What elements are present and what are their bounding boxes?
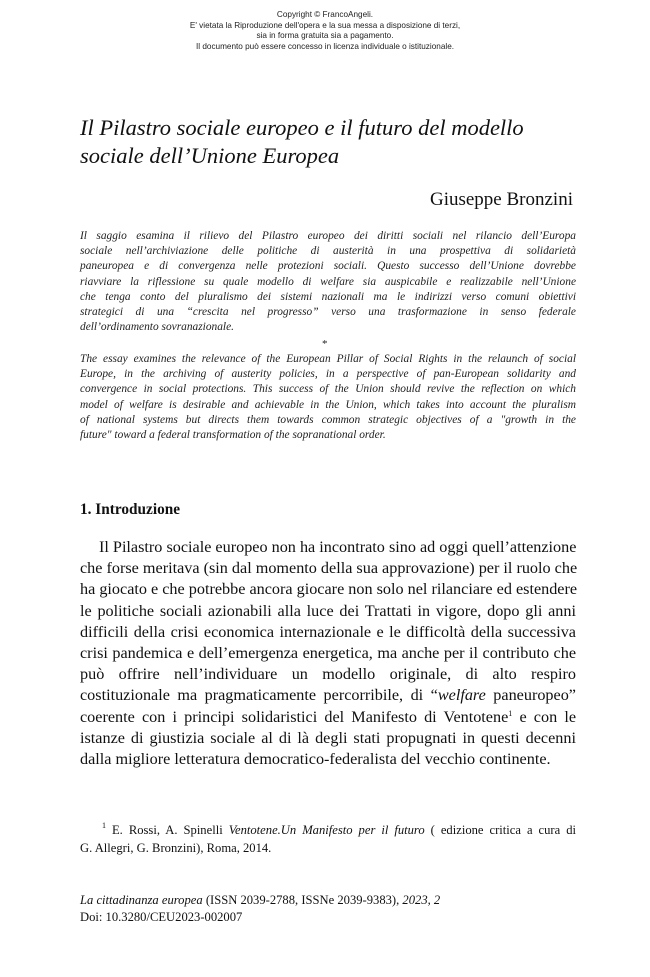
body-line <box>80 685 576 706</box>
abstract-line: convergence in social protections. This success of the Union should revive the reflection on which <box>80 383 576 396</box>
body-italic-term: welfare <box>437 686 486 705</box>
body-text: costituzionale ma pragmaticamente percorribile, di “ <box>80 686 438 705</box>
abstract-english <box>80 352 576 443</box>
abstract-line: Europe, in the archiving of austerity policies, in a perspective of pan-European solidarity and <box>80 368 576 381</box>
abstract-line: strategici di una “crescita nel progresso” verso una trasformazione in senso federale <box>80 306 576 319</box>
body-line: Il Pilastro sociale europeo non ha incontrato sino ad oggi quell’attenzione <box>99 538 577 556</box>
copyright-line: sia in forma gratuita sia a pagamento. <box>256 31 394 41</box>
abstract-line: The essay examines the relevance of the European Pillar of Social Rights in the relaunch of social <box>80 353 576 365</box>
author-name: Giuseppe Bronzini <box>429 189 573 210</box>
body-line: istanze di giustizia sociale al di là degli stati propugnati in questi decenni <box>80 728 576 747</box>
body-line <box>80 707 576 728</box>
abstract-separator: * <box>322 338 328 350</box>
footnote-title: Ventotene.Un Manifesto per il futuro <box>228 823 425 837</box>
abstract-line: of national systems but directs them towards common strategic objectives of a "growth in the <box>80 413 576 426</box>
doi: Doi: 10.3280/CEU2023-002007 <box>80 909 243 924</box>
body-line: crisi pandemica e dell’emergenza energetica, ma anche per il contributo che <box>80 644 576 663</box>
copyright-line: Il documento può essere concesso in licenza individuale o istituzionale. <box>195 41 455 51</box>
journal-citation <box>80 892 440 909</box>
abstract-line: model of welfare is desirable and achievable in the Union, which takes into account the pluralism <box>80 398 576 411</box>
footnote-text: ( edizione critica a cura di <box>424 823 576 837</box>
body-text: e con le <box>512 707 576 726</box>
footnote <box>80 822 576 857</box>
footnote-reference[interactable]: 1 <box>508 708 513 718</box>
abstract-line: dell’ordinamento sovranazionale. <box>80 321 234 334</box>
body-line: le politiche sociali azionabili alla luce dei Trattati in vigore, dopo gli anni <box>80 601 576 620</box>
journal-issue: 2023, 2 <box>402 893 441 907</box>
copyright-notice <box>0 10 650 52</box>
abstract-italian <box>80 229 576 335</box>
section-heading: 1. Introduzione <box>80 501 181 518</box>
abstract-line: future" toward a federal transformation of the sopranational order. <box>80 429 386 442</box>
body-line: può offrire nell’individuare un modello originale, di alto respiro <box>80 665 576 684</box>
page-footer <box>80 892 440 925</box>
body-line: dalla migliore letteratura democratico-federalista del vecchio continente. <box>80 750 551 769</box>
body-line: ha giocato e che potrebbe ancora giocare non solo nel rilanciare ed estendere <box>80 580 578 599</box>
abstract-line: Il saggio esamina il rilievo del Pilastro europeo dei diritti sociali nel rilancio dell’Europa <box>80 230 576 242</box>
footnote-line: G. Allegri, G. Bronzini), Roma, 2014. <box>80 840 272 855</box>
body-paragraph <box>80 537 576 770</box>
body-text: coerente con i principi solidaristici del Manifesto di Ventotene <box>80 707 509 726</box>
article-title-line: Il Pilastro sociale europeo e il futuro del modello <box>80 115 524 140</box>
abstract-line: paneuropea e di convergenza nelle protezioni sociali. Questo successo dell’Unione dovrebbe <box>80 260 576 273</box>
footnote-line <box>80 822 576 840</box>
abstract-line: che tenga conto del pluralismo dei sistemi nazionali ma le indirizzi verso comuni obiettivi <box>80 290 576 303</box>
footnote-authors: E. Rossi, A. Spinelli <box>106 823 229 837</box>
copyright-line: Copyright © FrancoAngeli. <box>276 10 374 19</box>
body-text: paneuropeo” <box>485 686 576 705</box>
article-title-line: sociale dell’Unione Europea <box>80 143 340 168</box>
copyright-line: E' vietata la Riproduzione dell'opera e la sua messa a disposizione di terzi, <box>189 20 461 30</box>
journal-issn: (ISSN 2039-2788, ISSNe 2039-9383), <box>202 893 403 907</box>
abstract-line: sociale nell’archiviazione delle politiche di austerità in una prospettiva di solidarietà <box>80 245 576 258</box>
footnote-mark: 1 <box>102 821 106 830</box>
body-line: difficili della crisi economica internazionale e le difficoltà della successiva <box>80 622 576 641</box>
abstract-line: riavviare la riflessione su quale modello di welfare sia auspicabile e realizzabile nell’Unione <box>80 275 576 288</box>
journal-name: La cittadinanza europea <box>80 893 203 907</box>
article-title <box>80 114 580 170</box>
body-line: che forse meritava (sin dal momento della sua approvazione) per il ruolo che <box>80 559 578 578</box>
